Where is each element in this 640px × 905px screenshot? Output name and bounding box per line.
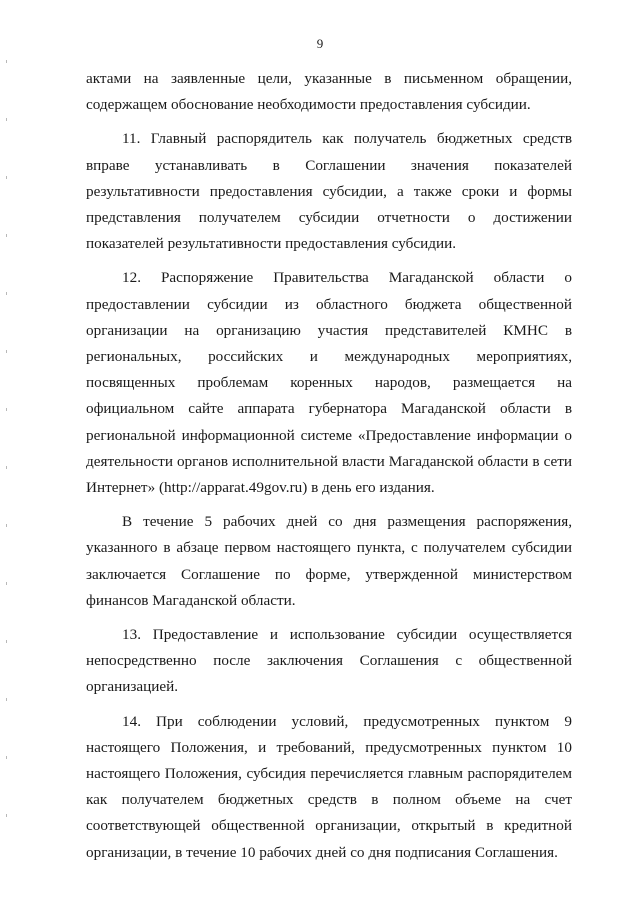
paragraph-item-14: 14. При соблюдении условий, предусмотренных пунктом 9 настоящего Положения, и требований, предусмотренных пунктом 10 настоящего Положения, субсидия перечисляется главным распорядителем как получателем бюджетных средств в полном объеме на счет соответствующей общественной организации, открытый в кредитной организации, в течение 10 рабочих дней со дня подписания Соглашения.	[86, 712, 572, 861]
paragraph-item-12: 12. Распоряжение Правительства Магаданской области о предоставлении субсидии из областного бюджета общественной организации на организацию участия представителей КМНС в региональных, российских и международных мероприятиях, посвященных проблемам коренных народов, размещается на официальном сайте аппарата губернатора Магаданской области в региональной информационной системе «Предоставление информации о деятельности органов исполнительной власти Магаданской области в сети Интернет» (http://apparat.49gov.ru) в день его издания.	[86, 269, 572, 497]
paragraph-item-13: 13. Предоставление и использование субсидии осуществляется непосредственно после заключения Соглашения с общественной организацией.	[86, 626, 572, 696]
document-body	[86, 66, 572, 866]
scan-margin-marks	[6, 0, 8, 905]
paragraph-item-11: 11. Главный распорядитель как получатель бюджетных средств вправе устанавливать в Соглашении значения показателей результативности предоставления субсидии, а также сроки и формы представления получателем субсидии отчетности о достижении показателей результативности предоставления субсидии.	[86, 130, 572, 253]
page-number: 9	[316, 36, 324, 51]
paragraph-continuation: актами на заявленные цели, указанные в письменном обращении, содержащем обоснование необходимости предоставления субсидии.	[86, 70, 572, 114]
paragraph-item-12-cont: В течение 5 рабочих дней со дня размещения распоряжения, указанного в абзаце первом настоящего пункта, с получателем субсидии заключается Соглашение по форме, утвержденной министерством финансов Магаданской области.	[86, 513, 572, 609]
